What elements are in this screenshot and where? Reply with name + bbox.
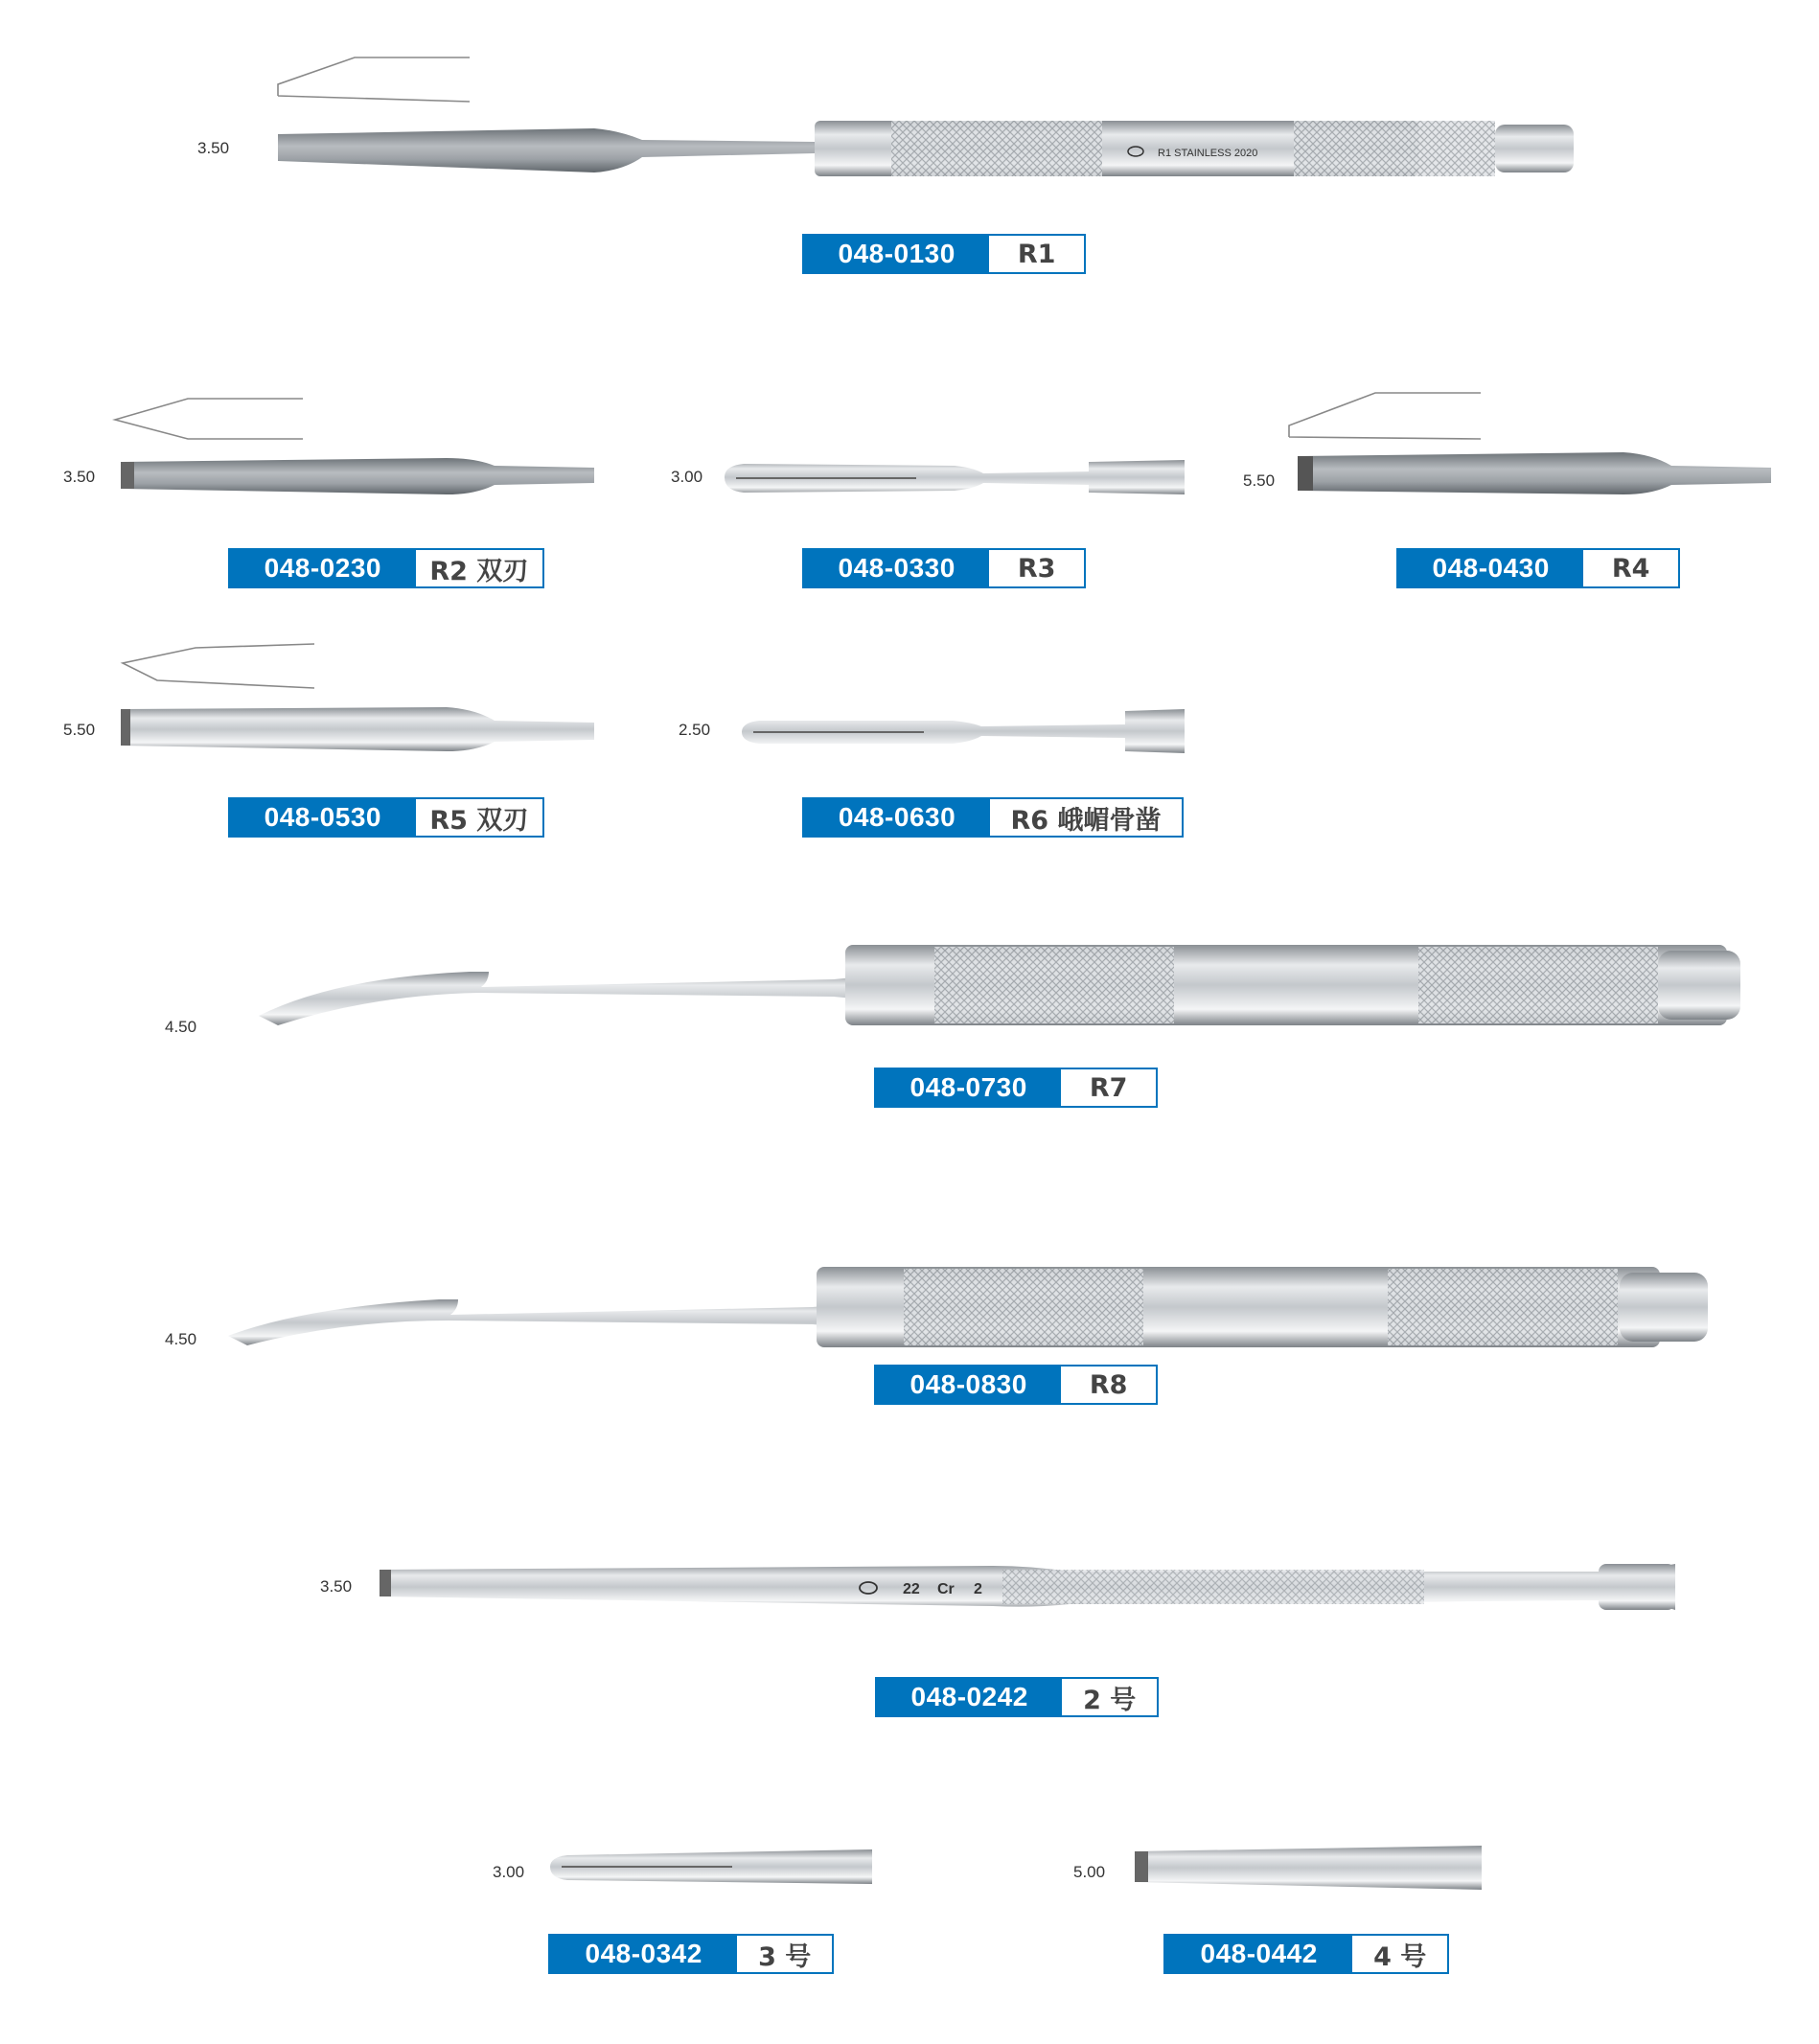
r2-chisel-icon bbox=[121, 450, 594, 508]
no2-engraving-1: 22 bbox=[903, 1581, 920, 1597]
r6-chisel-icon bbox=[742, 705, 1185, 759]
r4-chisel-icon bbox=[1298, 448, 1771, 508]
r5-model: R5 双刃 bbox=[416, 799, 542, 836]
r7-chisel-icon bbox=[259, 939, 1746, 1045]
r4-code: 048-0430 bbox=[1398, 550, 1583, 586]
r1-engraving: R1 STAINLESS 2020 bbox=[1158, 148, 1258, 159]
no4-product-tag bbox=[1163, 1934, 1449, 1974]
r2-bevel-profile-icon bbox=[111, 397, 309, 441]
no2-engraving-2: Cr bbox=[937, 1581, 955, 1597]
no3-code: 048-0342 bbox=[550, 1936, 737, 1972]
r2-product-tag bbox=[228, 548, 544, 588]
r3-product-tag bbox=[802, 548, 1086, 588]
r4-size-label: 5.50 bbox=[1243, 471, 1276, 490]
r7-code: 048-0730 bbox=[876, 1069, 1061, 1106]
r4-bevel-profile-icon bbox=[1289, 391, 1486, 441]
no2-engraving-3: 2 bbox=[974, 1581, 982, 1597]
r4-product-tag bbox=[1396, 548, 1680, 588]
r3-size-label: 3.00 bbox=[671, 468, 703, 486]
r3-code: 048-0330 bbox=[804, 550, 989, 586]
r5-chisel-icon bbox=[121, 703, 594, 763]
r2-size-label: 3.50 bbox=[63, 468, 96, 486]
r8-chisel-icon bbox=[228, 1259, 1723, 1365]
r1-model: R1 bbox=[989, 236, 1084, 272]
r3-model: R3 bbox=[989, 550, 1084, 586]
r6-size-label: 2.50 bbox=[679, 721, 711, 739]
r5-bevel-profile-icon bbox=[119, 642, 316, 690]
no3-product-tag bbox=[548, 1934, 834, 1974]
r1-chisel-icon bbox=[278, 113, 1600, 199]
r1-size-label: 3.50 bbox=[197, 139, 230, 157]
r5-size-label: 5.50 bbox=[63, 721, 96, 739]
no3-chisel-icon bbox=[550, 1846, 872, 1892]
r8-product-tag bbox=[874, 1365, 1158, 1405]
r6-code: 048-0630 bbox=[804, 799, 990, 836]
r2-model: R2 双刃 bbox=[416, 550, 542, 586]
r7-model: R7 bbox=[1061, 1069, 1156, 1106]
r1-product-tag bbox=[802, 234, 1086, 274]
no4-model: 4 号 bbox=[1352, 1936, 1447, 1972]
r8-model: R8 bbox=[1061, 1366, 1156, 1403]
r1-code: 048-0130 bbox=[804, 236, 989, 272]
no4-size-label: 5.00 bbox=[1073, 1863, 1106, 1881]
r6-model: R6 峨嵋骨凿 bbox=[990, 799, 1182, 836]
no3-size-label: 3.00 bbox=[493, 1863, 525, 1881]
no2-code: 048-0242 bbox=[877, 1679, 1062, 1715]
r2-code: 048-0230 bbox=[230, 550, 416, 586]
r8-size-label: 4.50 bbox=[165, 1330, 197, 1348]
no2-model: 2 号 bbox=[1062, 1679, 1157, 1715]
r3-chisel-icon bbox=[725, 452, 1185, 506]
no4-code: 048-0442 bbox=[1165, 1936, 1352, 1972]
r5-product-tag bbox=[228, 797, 544, 838]
r7-size-label: 4.50 bbox=[165, 1018, 197, 1036]
no4-chisel-icon bbox=[1135, 1846, 1482, 1894]
no2-product-tag bbox=[875, 1677, 1159, 1717]
r7-product-tag bbox=[874, 1068, 1158, 1108]
r5-code: 048-0530 bbox=[230, 799, 416, 836]
no2-chisel-icon bbox=[380, 1560, 1675, 1633]
r4-model: R4 bbox=[1583, 550, 1678, 586]
no3-model: 3 号 bbox=[737, 1936, 832, 1972]
r6-product-tag bbox=[802, 797, 1184, 838]
r1-bevel-profile-icon bbox=[278, 56, 479, 103]
no2-size-label: 3.50 bbox=[320, 1577, 353, 1596]
r8-code: 048-0830 bbox=[876, 1366, 1061, 1403]
